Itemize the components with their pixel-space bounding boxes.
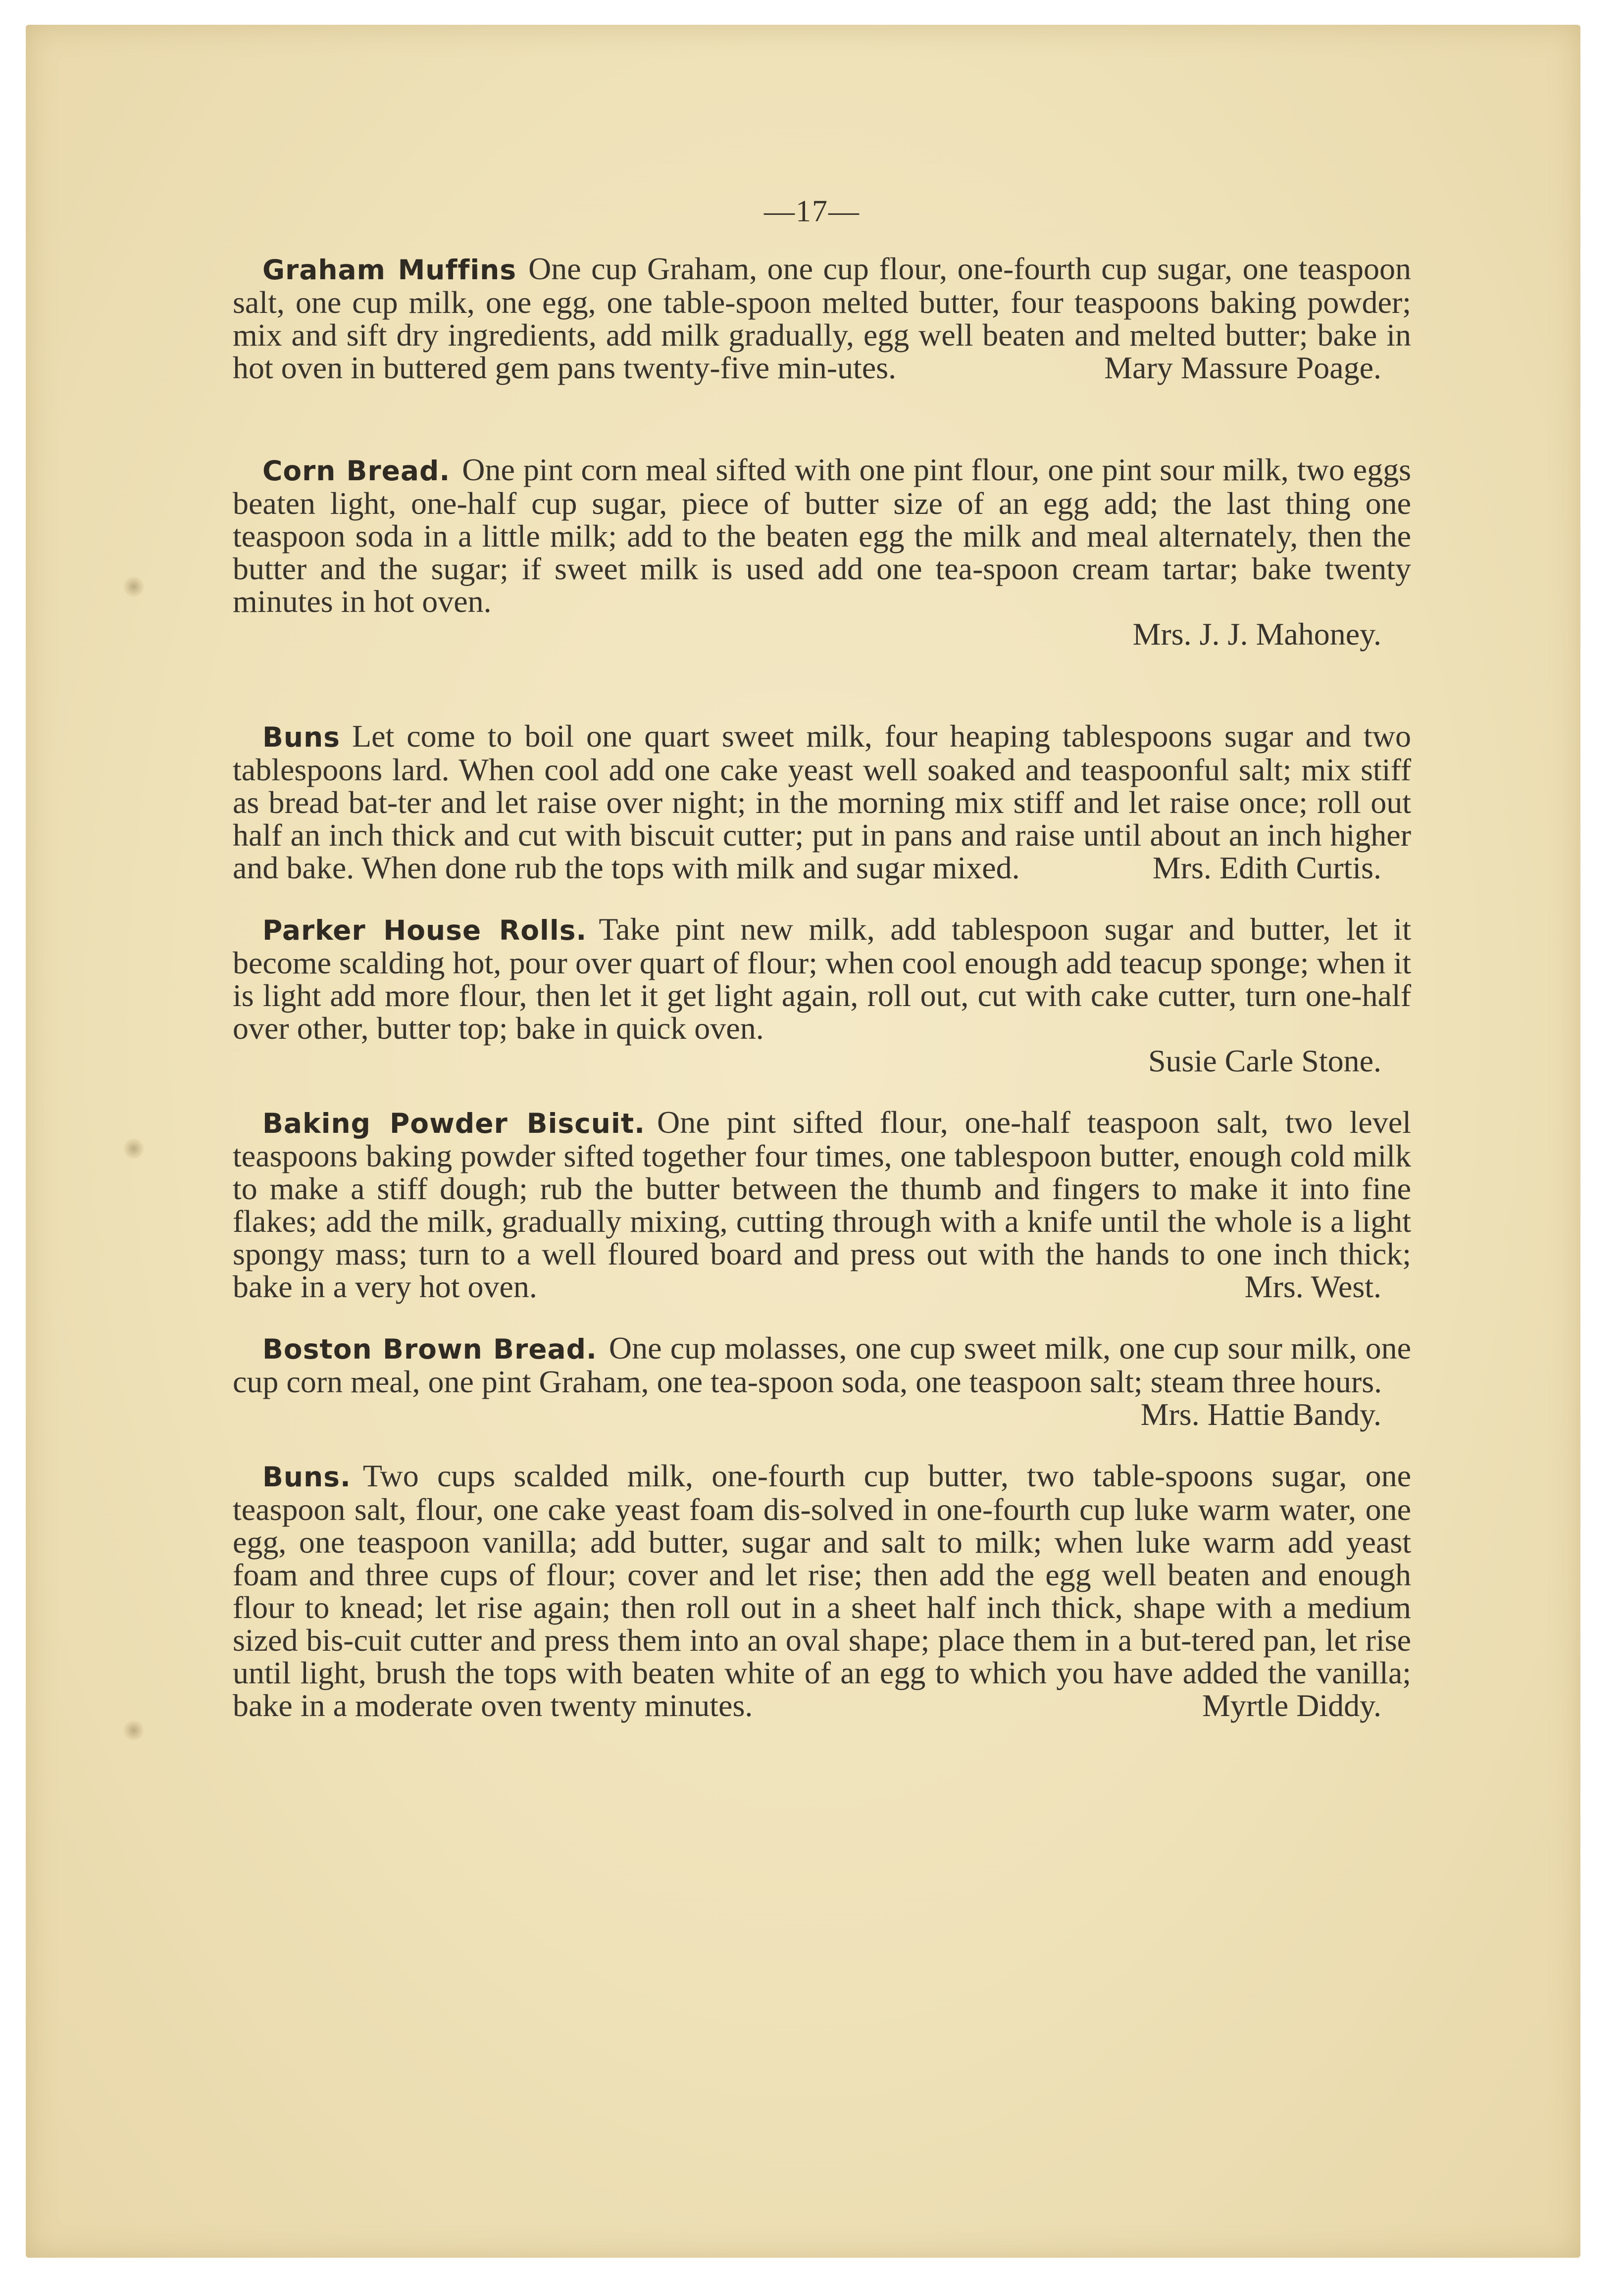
recipe-contributor: Mrs. Hattie Bandy. [1140, 1397, 1381, 1432]
recipe-body [233, 1332, 1411, 1398]
recipe-text: Take pint new milk, add tablespoon sugar and butter, let it become scalding hot, pour over quart of flour; when cool enough add teacup sponge; when it is light add more flour, then let it get light again, roll out, cut with cake cutter, turn one-half over other, butter top; bake in quick oven. [233, 912, 1411, 1046]
recipe-text: Let come to boil one quart sweet milk, four heaping tablespoons sugar and two tablespoons lard. When cool add one cake yeast well soaked and teaspoonful salt; mix stiff as bread bat-ter and let raise over night; in the morning mix stiff and let raise once; roll out half an inch thick and cut with biscuit cutter; put in pans and raise until about an inch higher and bake. When done rub the tops with milk and sugar mixed. [233, 718, 1411, 885]
recipe-body [233, 913, 1411, 1045]
recipe-contributor: Mrs. J. J. Mahoney. [1132, 616, 1381, 652]
recipe-body [233, 454, 1411, 618]
page-number: —17— [764, 195, 860, 228]
recipe-text: Two cups scalded milk, one-fourth cup butter, two table-spoons sugar, one teaspoon salt, flour, one cake yeast foam dis-solved in one-fourth cup luke warm water, one egg, one teaspoon vanilla; add butter, sugar and salt to milk; when luke warm add yeast foam and three cups of flour; cover and let rise; then add the egg well beaten and enough flour to knead; let rise again; then roll out in a sheet half inch thick, shape with a medium sized bis-cuit cutter and press them into an oval shape; place them in a but-tered pan, let rise until light, brush the tops with beaten white of an egg to which you have added the vanilla; bake in a moderate oven twenty minutes. [233, 1458, 1411, 1723]
recipe-buns-2 [233, 1460, 1411, 1722]
recipe-title: Baking Powder Biscuit. [262, 1108, 645, 1139]
recipe-text: One cup Graham, one cup flour, one-fourth cup sugar, one teaspoon salt, one cup milk, one egg, one table-spoon melted butter, four teaspoons baking powder; mix and sift dry ingredients, add milk gradually, egg well beaten and melted butter; bake in hot oven in buttered gem pans twenty-five min-utes. [233, 251, 1411, 385]
recipe-contributor: Myrtle Diddy. [1202, 1688, 1381, 1723]
recipe-graham-muffins [233, 253, 1411, 384]
binding-hole-mark [124, 1139, 144, 1159]
recipe-baking-powder-biscuit [233, 1106, 1411, 1303]
recipe-contributor: Mary Massure Poage. [1104, 350, 1381, 385]
recipe-contributor: Mrs. West. [1244, 1269, 1381, 1304]
recipe-title: Buns. [262, 1461, 351, 1493]
recipe-text: One cup molasses, one cup sweet milk, one cup sour milk, one cup corn meal, one pint Graham, one tea-spoon soda, one teaspoon salt; steam three hours. [233, 1330, 1412, 1399]
recipe-title: Parker House Rolls. [262, 914, 587, 946]
recipe-title: Buns [262, 721, 340, 753]
recipe-title: Graham Muffins [262, 254, 517, 286]
recipe-text: One pint corn meal sifted with one pint flour, one pint sour milk, two eggs beaten light, one-half cup sugar, piece of butter size of an egg add; the last thing one teaspoon soda in a little milk; add to the beaten egg the milk and meal alternately, then the butter and the sugar; if sweet milk is used add one tea-spoon cream tartar; bake twenty minutes in hot oven. [233, 452, 1411, 619]
binding-hole-mark [124, 577, 144, 597]
recipe-contributor: Susie Carle Stone. [1148, 1043, 1381, 1078]
recipe-title: Boston Brown Bread. [262, 1333, 597, 1365]
binding-hole-mark [124, 1721, 144, 1740]
recipe-body [233, 1460, 1411, 1722]
recipe-boston-brown-bread [233, 1332, 1411, 1431]
recipe-title: Corn Bread. [262, 455, 451, 487]
recipe-buns-1 [233, 720, 1411, 884]
recipe-corn-bread [233, 454, 1411, 651]
recipe-text: One pint sifted flour, one-half teaspoon salt, two level teaspoons baking powder sifted together four times, one tablespoon butter, enough cold milk to make a stiff dough; rub the butter between the thumb and fingers to make it into fine flakes; add the milk, gradually mixing, cutting through with a knife until the whole is a light spongy mass; turn to a well floured board and press out with the hands to one inch thick; bake in a very hot oven. [233, 1105, 1411, 1304]
recipe-parker-house-rolls [233, 913, 1411, 1077]
recipe-list [233, 253, 1411, 1722]
recipe-contributor: Mrs. Edith Curtis. [1152, 850, 1381, 885]
